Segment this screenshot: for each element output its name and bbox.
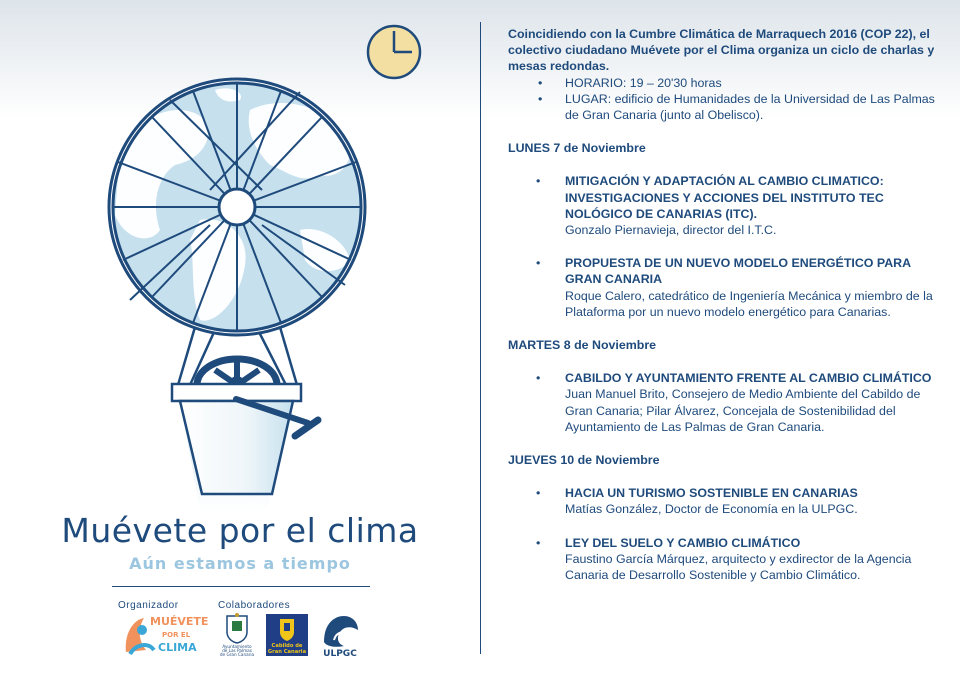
talk-list bbox=[508, 485, 940, 583]
bullet-icon: • bbox=[536, 256, 541, 271]
ulpgc-logo bbox=[318, 612, 362, 658]
muevete-logo-line3: CLIMA bbox=[158, 641, 197, 654]
program-intro: Coincidiendo con la Cumbre Climática de Marraquech 2016 (COP 22), el colectivo ciudadano Muévete por el Clima organiza un ciclo de charlas y mesas redondas. bbox=[508, 27, 935, 74]
talk-list bbox=[508, 370, 940, 435]
talk-speaker: Matías González, Doctor de Economía en la ULPGC. bbox=[565, 502, 858, 517]
poster-subtitle: Aún estamos a tiempo bbox=[129, 554, 351, 573]
cabildo-logo-line2: Gran Canaria bbox=[267, 649, 307, 655]
collaborators-label: Colaboradores bbox=[218, 600, 291, 611]
talk-item bbox=[536, 255, 940, 320]
talk-title: HACIA UN TURISMO SOSTENIBLE EN CANARIAS bbox=[565, 486, 858, 501]
center-divider bbox=[480, 22, 481, 654]
cabildo-logo-line1: Cabildo de bbox=[271, 643, 303, 649]
info-text: LUGAR: edificio de Humanidades de la Universidad de Las Palmas de Gran Canaria (junto al Obelisco). bbox=[565, 91, 935, 123]
ayuntamiento-logo-line1: Ayuntamiento bbox=[222, 644, 252, 649]
ayuntamiento-logo bbox=[216, 612, 258, 658]
program-panel bbox=[508, 26, 940, 600]
talk-speaker: Faustino García Márquez, arquitecto y exdirector de la Agencia Canaria de Desarrollo Sostenible y Cambio Climático. bbox=[565, 551, 912, 583]
cabildo-logo bbox=[266, 614, 308, 656]
bullet-icon: • bbox=[536, 535, 541, 550]
ayuntamiento-logo-line3: de Gran Canaria bbox=[219, 652, 255, 657]
talk-list bbox=[508, 173, 940, 320]
talk-item bbox=[536, 485, 940, 517]
ulpgc-logo-text: ULPGC bbox=[323, 649, 357, 658]
ayuntamiento-logo-line2: de Las Palmas bbox=[222, 648, 252, 653]
bullet-icon: • bbox=[536, 486, 541, 501]
clock-icon bbox=[368, 26, 420, 78]
talk-title: MITIGACIÓN Y ADAPTACIÓN AL CAMBIO CLIMATICO: INVESTIGACIONES Y ACCIONES DEL INSTITUTO TEC NOLÓGICO DE CANARIAS (ITC). bbox=[565, 174, 884, 221]
poster-title: Muévete por el clima bbox=[61, 511, 419, 550]
day-heading: LUNES 7 de Noviembre bbox=[508, 141, 646, 156]
talk-item bbox=[536, 370, 940, 435]
info-item bbox=[538, 75, 940, 91]
talk-item bbox=[536, 173, 940, 238]
bicycle-wheel-illustration bbox=[0, 0, 480, 510]
talk-speaker: Roque Calero, catedrático de Ingeniería Mecánica y miembro de la Plataforma por un nuevo modelo energético para Canarias. bbox=[565, 288, 933, 319]
title-divider bbox=[112, 586, 370, 587]
bullet-icon: • bbox=[536, 371, 541, 386]
talk-speaker: Juan Manuel Brito, Consejero de Medio Ambiente del Cabildo de Gran Canaria; Pilar Álvarez, Concejala de Sostenibilidad del Ayuntamiento de Las Palmas de Gran Canaria. bbox=[565, 387, 921, 434]
muevete-logo bbox=[122, 612, 208, 656]
organizer-label: Organizador bbox=[118, 600, 179, 611]
program-info-list bbox=[508, 75, 940, 124]
talk-title: PROPUESTA DE UN NUEVO MODELO ENERGÉTICO PARA GRAN CANARIA bbox=[565, 256, 911, 287]
muevete-logo-line2: POR EL bbox=[162, 631, 191, 639]
bullet-icon: • bbox=[536, 174, 541, 189]
muevete-logo-line1: MUÉVETE bbox=[150, 615, 208, 628]
wheel-globe-icon bbox=[109, 79, 365, 335]
talk-title: CABILDO Y AYUNTAMIENTO FRENTE AL CAMBIO CLIMÁTICO bbox=[565, 371, 932, 386]
info-text: HORARIO: 19 – 20'30 horas bbox=[565, 75, 722, 90]
talk-item bbox=[536, 535, 940, 584]
info-item bbox=[538, 91, 940, 123]
day-heading: MARTES 8 de Noviembre bbox=[508, 338, 657, 353]
bullet-icon: • bbox=[538, 75, 543, 90]
day-heading: JUEVES 10 de Noviembre bbox=[508, 453, 660, 468]
bullet-icon: • bbox=[538, 91, 543, 106]
talk-speaker: Gonzalo Piernavieja, director del I.T.C. bbox=[565, 223, 777, 238]
talk-title: LEY DEL SUELO Y CAMBIO CLIMÁTICO bbox=[565, 535, 801, 550]
